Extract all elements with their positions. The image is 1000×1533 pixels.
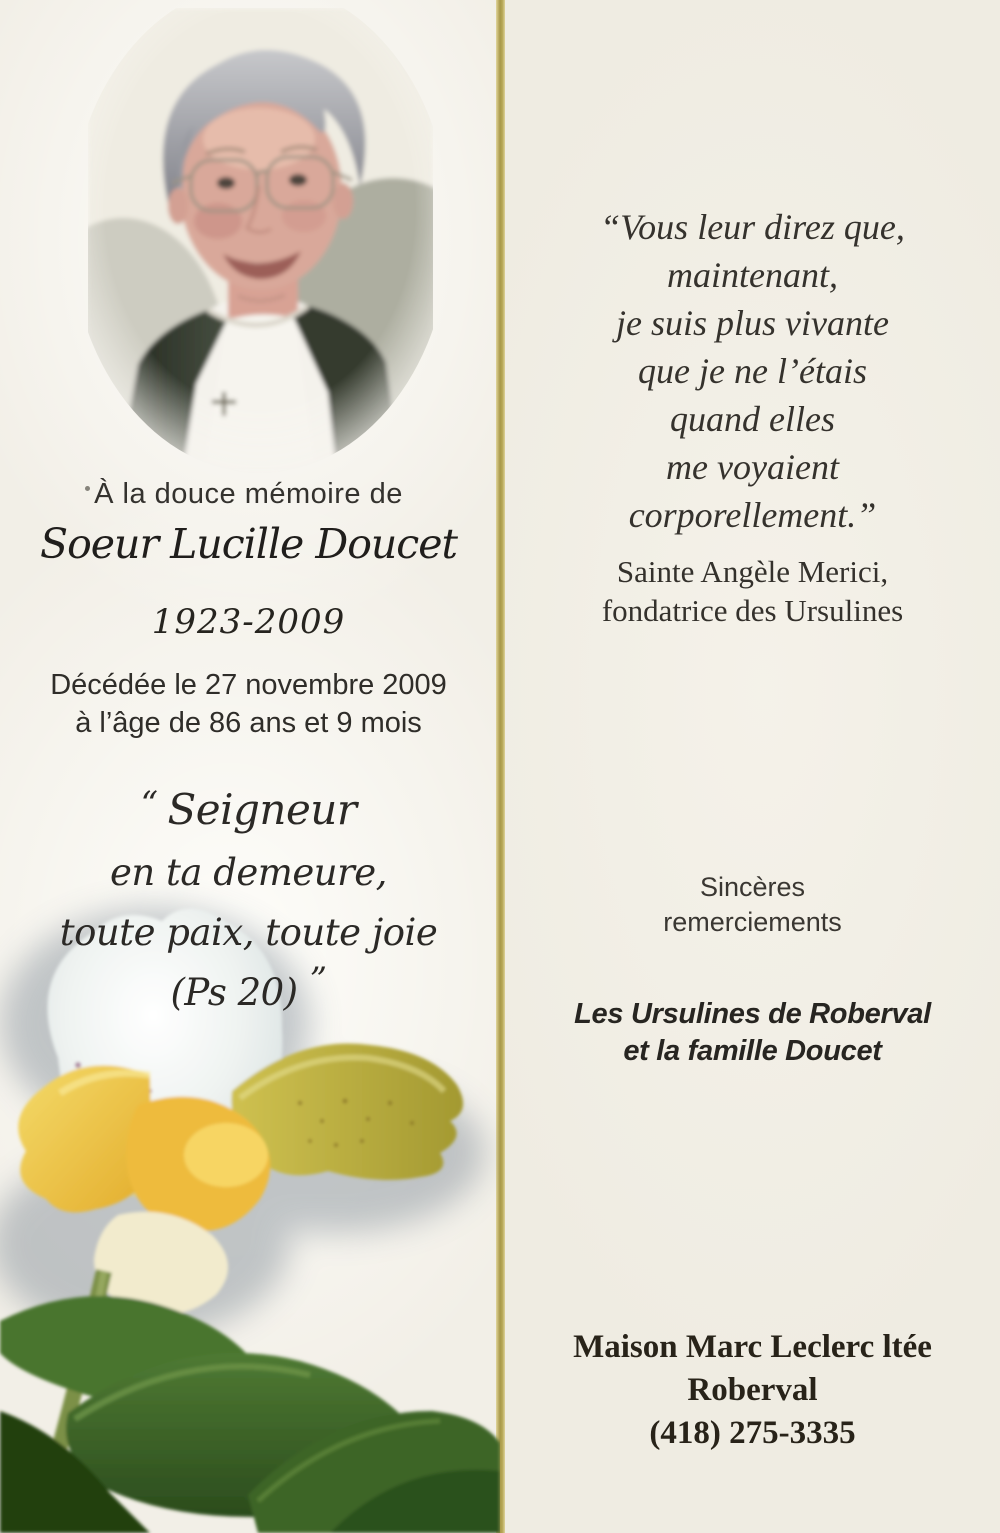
psalm-verse — [0, 780, 497, 1024]
signature-line: Les Ursulines de Roberval — [574, 998, 931, 1030]
attribution-name: Sainte Angèle Merici, — [616, 554, 889, 589]
attribution-title: fondatrice des Ursulines — [601, 593, 904, 628]
quote-line: me voyaient — [666, 447, 839, 487]
verse-line: toute paix, toute joie — [59, 911, 438, 954]
dedication-text: À la douce mémoire de — [94, 478, 403, 510]
life-years: 1923-2009 — [151, 602, 346, 642]
decease-date: Décédée le 27 novembre 2009 — [50, 669, 447, 701]
thanks-text — [505, 870, 1000, 940]
portrait-photo — [88, 8, 433, 473]
funeral-home-info — [505, 1326, 1000, 1455]
signature-line: et la famille Doucet — [623, 1035, 882, 1067]
funeral-home-name: Maison Marc Leclerc ltée — [573, 1329, 932, 1365]
verse-line: en ta demeure, — [110, 851, 387, 894]
quote-line: corporellement.” — [628, 495, 877, 535]
memorial-quote — [505, 203, 1000, 539]
quote-line: je suis plus vivante — [616, 303, 889, 343]
quote-attribution — [505, 552, 1000, 630]
verse-line — [0, 780, 497, 843]
quote-line: quand elles — [670, 399, 835, 439]
quote-line: “Vous leur direz que, — [600, 207, 905, 247]
decease-age: à l’âge de 86 ans et 9 mois — [75, 707, 422, 739]
deceased-name: Soeur Lucille Doucet — [40, 520, 457, 568]
family-signature — [505, 996, 1000, 1070]
decease-info — [0, 666, 497, 742]
close-quote-mark: ” — [309, 960, 327, 1000]
thanks-line: Sincères — [699, 872, 806, 902]
funeral-home-phone: (418) 275-3335 — [649, 1415, 856, 1451]
verse-line — [0, 960, 497, 1024]
verse-reference: (Ps 20) — [170, 971, 298, 1014]
thanks-line: remerciements — [663, 907, 842, 937]
open-quote-mark: “ — [140, 784, 158, 824]
left-panel — [0, 0, 497, 1533]
quote-line: que je ne l’étais — [638, 351, 867, 391]
quote-line: maintenant, — [667, 255, 838, 295]
verse-word: Seigneur — [167, 785, 357, 834]
funeral-home-city: Roberval — [687, 1372, 818, 1408]
